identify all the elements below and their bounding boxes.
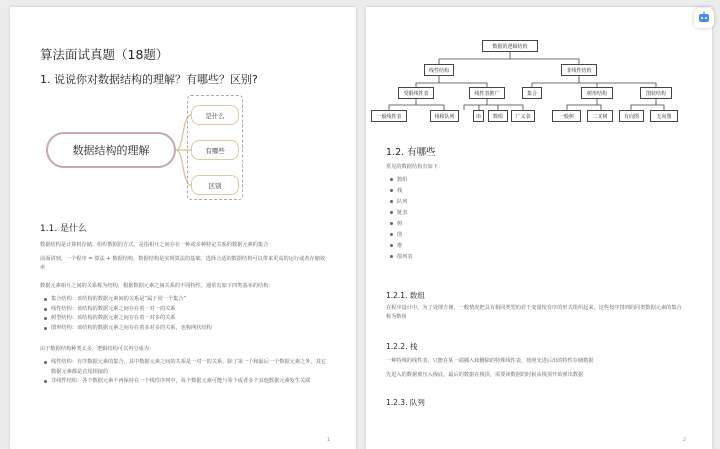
assistant-icon — [697, 11, 711, 25]
tree-linear: 线性结构 — [424, 64, 454, 76]
list-item: 非线性结构：各个数据元素不再保持在一个线性序列中，每个数据元素可能与零个或者多个其他数据元素发生关联 — [42, 377, 327, 387]
tree-leaf: 栈和队列 — [430, 110, 459, 122]
subsection-array-title: 1.2.1. 数组 — [386, 291, 425, 300]
subsection-queue-title: 1.2.3. 队列 — [386, 398, 425, 407]
list-item: 图形结构：该结构的数据元素之间存在着多对多的关系，也称网状结构 — [42, 324, 332, 334]
intro-text: 常见的数据结构有如下： — [386, 164, 444, 170]
list-item: 树 — [388, 219, 588, 230]
question-title: 1. 说说你对数据结构的理解？有哪些？区别? — [40, 73, 258, 86]
paragraph-3: 数据元素相互之间的关系称为结构，根据数据元素之间关系的不同特性，通常有如下四类基本的结构： — [40, 283, 274, 289]
tree-root: 数据的逻辑结构 — [482, 40, 538, 52]
logic-structure-list — [42, 358, 327, 387]
list-item: 线性结构：有序数据元素的集合，其中数据元素之间的关系是一对一的关系，除了第一个和最后一个数据元素之外，其它数据元素都是首尾相接的 — [42, 358, 327, 377]
doc-title: 算法面试真题（18题） — [40, 47, 169, 62]
list-item: 队列 — [388, 197, 588, 208]
list-item: 树型结构：该结构的数据元素之间存在着一对多的关系 — [42, 314, 332, 324]
tree-restricted: 受限线性表 — [398, 87, 434, 99]
tree-set: 集合 — [522, 87, 542, 99]
mindmap-node-what: 是什么 — [191, 105, 239, 125]
mindmap-connectors — [10, 7, 356, 227]
tree-leaf: 无向图 — [650, 110, 678, 122]
page-1 — [10, 7, 356, 449]
tree-leaf: 串 — [473, 110, 484, 122]
list-item: 堆 — [388, 241, 588, 252]
tree-graph: 图状结构 — [640, 87, 672, 99]
page-number: 1 — [326, 437, 330, 443]
tree-general: 线性表推广 — [469, 87, 505, 99]
tree-leaf: 一般线性表 — [371, 110, 407, 122]
tree-leaf: 二叉树 — [587, 110, 613, 122]
tree-leaf: 广义表 — [511, 110, 535, 122]
paragraph-2: 前面讲到，一个程序 = 算法 + 数据结构，数据结构是实现算法的基础，选择合适的数据结构可以带来更高的运行或者存储效率 — [40, 256, 326, 271]
tree-tree: 树形结构 — [581, 87, 613, 99]
tree-leaf: 一般树 — [552, 110, 581, 122]
subsection-stack-text-1: 一种特殊的线性表，只能在某一端插入和删除的特殊线性表，按照先进后出的特性存储数据 — [386, 358, 594, 364]
paragraph-4: 由于数据结构种类太多，逻辑结构可以再分成为： — [40, 346, 155, 352]
list-item: 链表 — [388, 208, 588, 219]
subsection-array-text: 在程序设计中，为了处理方便，一般情况把具有相同类型的若干变量按有序的形式组织起来，这些按序排列的同类数据元素的集合称为数组 — [386, 305, 682, 320]
list-item: 散列表 — [388, 252, 588, 263]
tree-connectors — [366, 7, 712, 127]
mindmap-node-which: 有哪些 — [191, 140, 239, 160]
page-2 — [366, 7, 712, 449]
tree-nonlinear: 非线性结构 — [561, 64, 597, 76]
tree-leaf: 数组 — [488, 110, 508, 122]
subsection-stack-title: 1.2.2. 栈 — [386, 342, 418, 351]
floating-assistant-button[interactable] — [694, 8, 714, 28]
list-item: 图 — [388, 230, 588, 241]
section-title-what: 1.1. 是什么 — [40, 224, 88, 234]
mindmap-node-difference: 区别 — [191, 175, 239, 195]
list-item: 数组 — [388, 175, 588, 186]
page-number: 2 — [682, 437, 686, 443]
list-item: 栈 — [388, 186, 588, 197]
list-item: 集合结构：该结构的数据元素间的关系是“属于同一个集合” — [42, 295, 332, 305]
tree-leaf: 有向图 — [619, 110, 644, 122]
paragraph-1: 数据结构是计算机存储、组织数据的方式，是指相互之间存在一种或多种特定关系的数据元素的集合 — [40, 242, 269, 248]
mindmap-center: 数据结构的理解 — [46, 132, 176, 168]
list-item: 线性结构：该结构的数据元素之间存在着一对一的关系 — [42, 305, 332, 315]
structure-list — [42, 295, 332, 333]
section-title-which: 1.2. 有哪些 — [386, 147, 436, 158]
subsection-stack-text-2: 先进入的数据被压入栈底，最后的数据在栈顶，需要读数据的时候从栈顶开始弹出数据 — [386, 372, 584, 378]
data-structure-list — [388, 175, 588, 263]
